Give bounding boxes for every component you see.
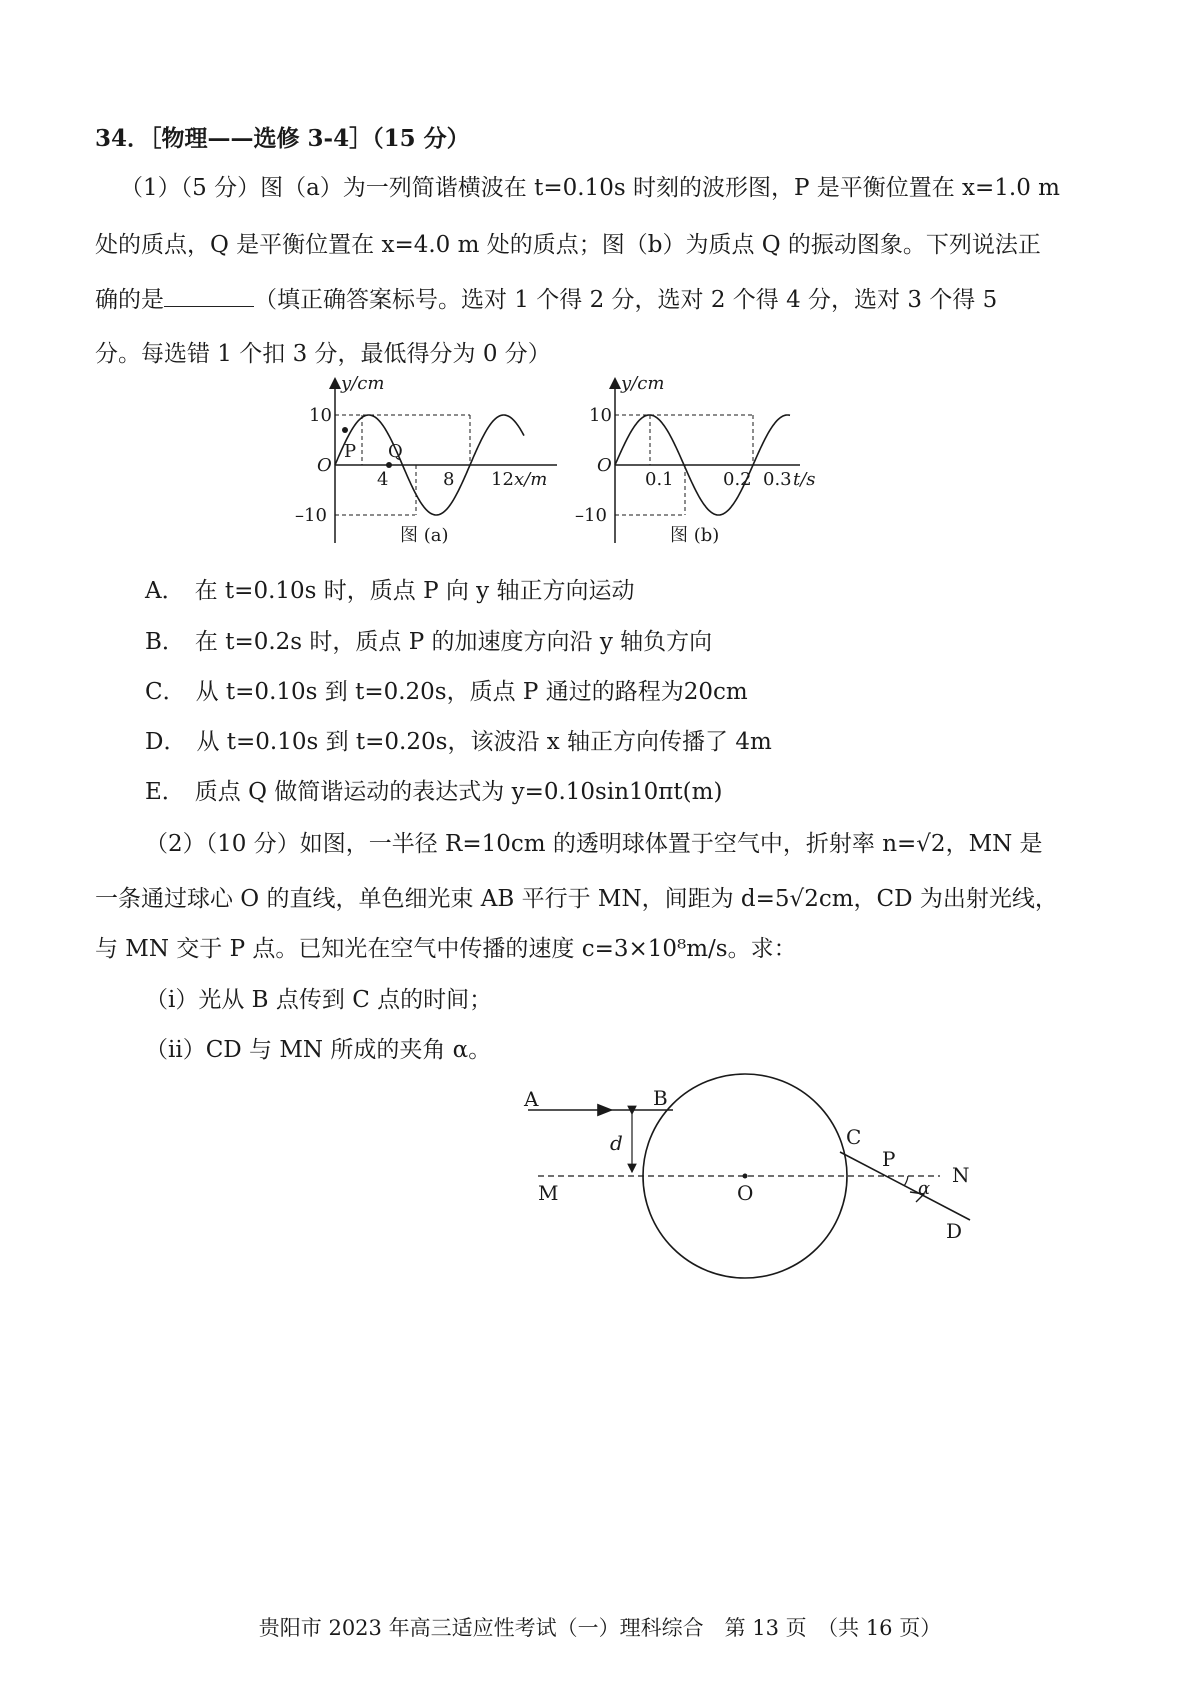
point-q-label: Q [388,441,403,462]
angle-alpha-arc [904,1176,908,1186]
option-d-text: 从 t=0.10s 到 t=0.20s，该波沿 x 轴正方向传播了 4m [196,729,772,755]
label-b: B [653,1086,668,1110]
origin-label: O [597,455,612,476]
y-tick-10: 10 [589,405,612,426]
page-footer: 贵阳市 2023 年高三适应性考试（一）理科综合 第 13 页 （共 16 页） [258,1616,942,1640]
x-tick-4: 4 [377,469,389,490]
exit-ray [840,1152,970,1220]
option-c [145,677,748,707]
part1-line2: 处的质点，Q 是平衡位置在 x=4.0 m 处的质点；图（b）为质点 Q 的振动图象。下列说法正 [95,232,1041,258]
option-e [145,777,722,807]
sphere-refraction-figure [510,1070,990,1290]
label-d: D [946,1219,963,1243]
label-d-distance: d [610,1131,623,1155]
figure-a-caption: 图 (a) [400,525,449,546]
y-tick-minus10: –10 [295,505,327,526]
t-tick-0-3: 0.3 [763,469,792,490]
option-b-text: 在 t=0.2s 时，质点 P 的加速度方向沿 y 轴负方向 [194,629,713,655]
option-b [145,627,712,657]
label-a: A [524,1087,539,1111]
part2-line1: （2）（10 分）如图，一半径 R=10cm 的透明球体置于空气中，折射率 n=√2，MN 是 [145,831,1043,857]
part2-question-ii: （ii）CD 与 MN 所成的夹角 α。 [145,1037,492,1063]
option-c-letter: C． [145,679,186,705]
t-tick-0-2: 0.2 [723,469,752,490]
figure-b-caption: 图 (b) [670,525,720,546]
part1-line3-start: 确的是 [95,287,164,313]
label-c: C [846,1125,862,1149]
option-e-text: 质点 Q 做简谐运动的表达式为 y=0.10sin10πt(m) [194,779,723,805]
x-tick-8: 8 [443,469,455,490]
option-c-text: 从 t=0.10s 到 t=0.20s，质点 P 通过的路程为20cm [195,679,748,705]
part1-line1: （1）（5 分）图（a）为一列简谐横波在 t=0.10s 时刻的波形图，P 是平衡位置在 x=1.0 m [120,175,1060,201]
part2-line2: 一条通过球心 O 的直线，单色细光束 AB 平行于 MN，间距为 d=5√2cm，CD 为出射光线， [95,886,1058,912]
t-axis-label: t/s [793,469,816,490]
part1-line4: 分。每选错 1 个扣 3 分，最低得分为 0 分） [95,341,551,367]
y-axis-label: y/cm [621,375,665,394]
point-q-marker [386,462,392,468]
figure-a-wave-graph [295,375,565,555]
origin-label: O [317,455,332,476]
option-a-text: 在 t=0.10s 时，质点 P 向 y 轴正方向运动 [194,578,635,604]
label-m: M [538,1181,559,1205]
option-e-letter: E． [145,779,185,805]
center-point [743,1174,748,1179]
x-tick-12: 12 [491,469,514,490]
figure-b-vibration-graph [575,375,835,555]
y-tick-10: 10 [309,405,332,426]
point-p-marker [342,427,348,433]
point-p-label: P [344,441,357,462]
option-d [145,727,772,757]
part2-line3: 与 MN 交于 P 点。已知光在空气中传播的速度 c=3×10⁸m/s。求： [95,936,797,962]
option-d-letter: D． [145,729,187,755]
x-axis-label: x/m [514,469,548,490]
option-a [145,576,635,606]
label-o: O [737,1181,754,1205]
y-tick-minus10: –10 [575,505,607,526]
part1-line3-end: （填正确答案标号。选对 1 个得 2 分，选对 2 个得 4 分，选对 3 个得 5 [254,287,998,313]
label-alpha: α [918,1178,931,1199]
label-n: N [952,1163,970,1187]
y-axis-label: y/cm [341,375,385,394]
question-heading: 34．［物理——选修 3-4］（15 分） [95,125,470,152]
answer-blank [164,286,254,307]
part2-question-i: （i）光从 B 点传到 C 点的时间； [145,987,493,1013]
t-tick-0-1: 0.1 [645,469,674,490]
option-a-letter: A． [145,578,185,604]
label-p: P [882,1147,896,1171]
part1-line3 [95,285,997,315]
option-b-letter: B． [145,629,185,655]
